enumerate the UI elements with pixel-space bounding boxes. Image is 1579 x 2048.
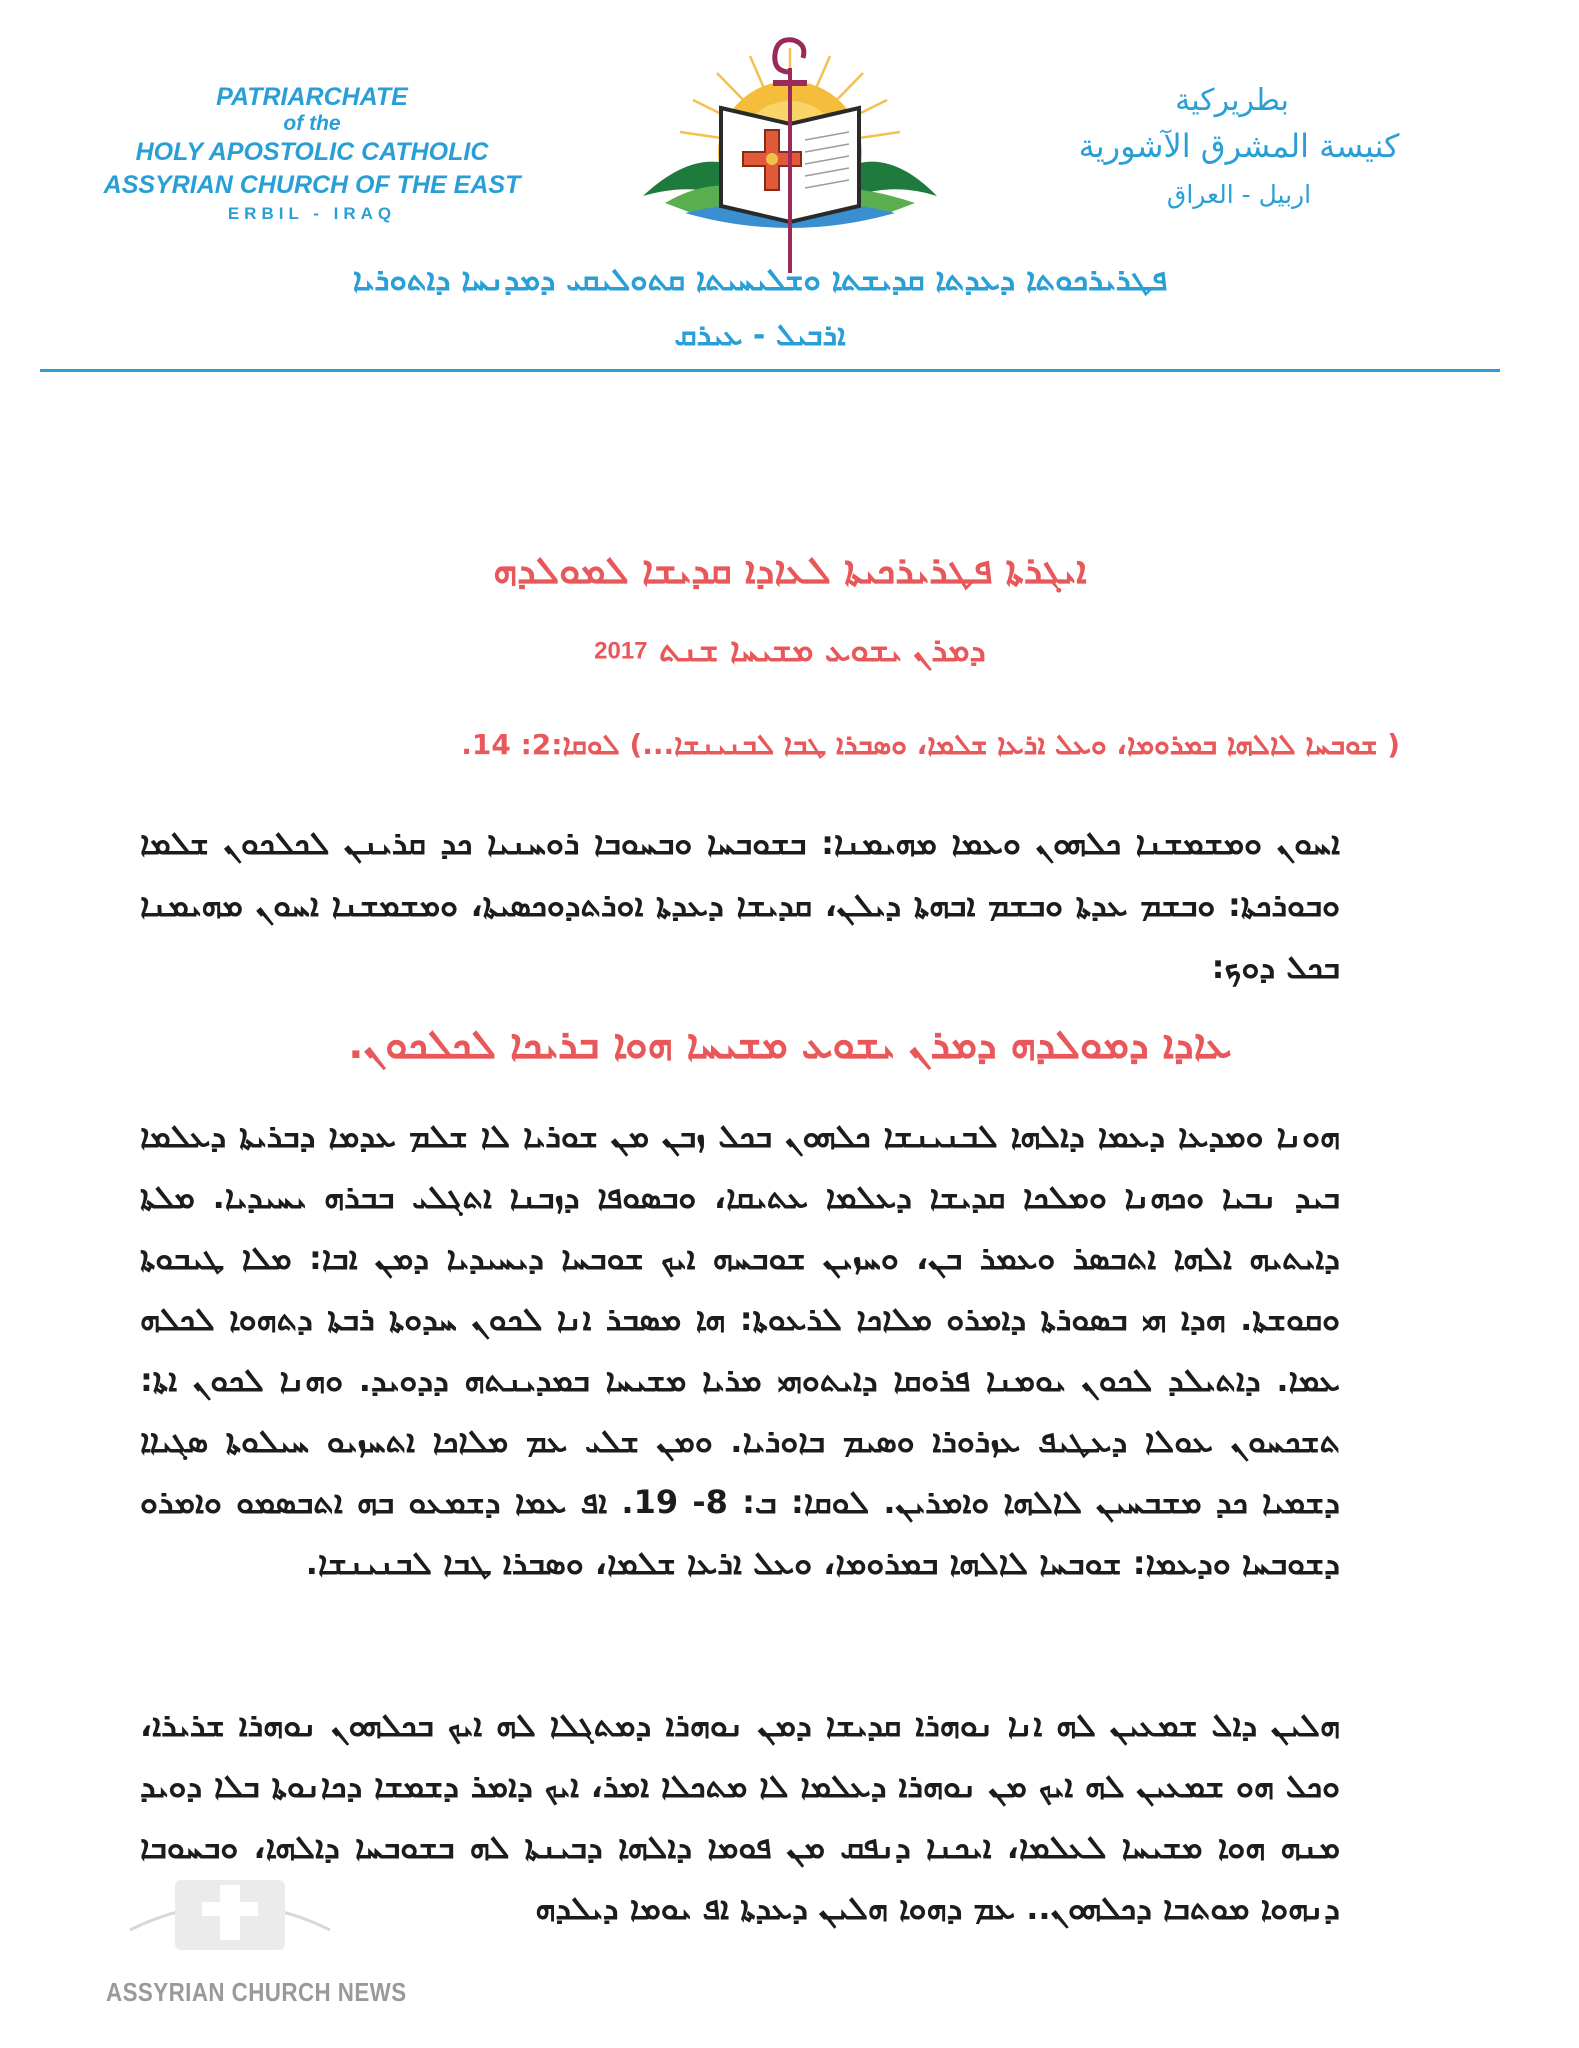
letterhead-syriac-line1: ܦܛܪܝܪܟܘܬܐ ܕܥܕܬܐ ܩܕܝܫܬܐ ܘܫܠܝܚܝܬܐ ܩܬܘܠܝܩܝ ܕܡܕܢܚܐ ܕܐܬܘܪܝܐ [352, 262, 1168, 298]
letterhead-english-line5: ERBIL - IRAQ [227, 204, 397, 223]
letterhead-arabic [1049, 80, 1429, 216]
watermark-label: ASSYRIAN CHURCH NEWS [106, 1977, 407, 2007]
letterhead-english-line2: of the [283, 112, 341, 135]
letter-title: ܐܝܓܪܬܐ ܦܛܪܝܪܟܝܬܐ ܠܥܐܕܐ ܩܕܝܫܐ ܠܡܘܠܕܗ [493, 548, 1087, 592]
paragraph-body-2: ܗܠܝܢ ܕܐܠ ܫܡܥܝܢ ܠܗ ܐܢܐ ܢܘܗܪܐ ܩܕܝܫܐ ܕܡܢ ܢܘܗܪܐ ܕܡܬܓܠܐ ܠܗ ܐܝܟ ܒܟܠܗܘܢ ܢܘܗܪܐ ܫܪܝܪܐ، ܘܟܠ ܗܘ ܫܡܥܝܢ ܠܗ ܐܝܟ ܡܢ ܢܘܗܪܐ ܕܥܠܡܐ ܠܐ ܡܬܟܠܐ ܐܡܪ، ܐܝܟ ܕܐܡܪ ܕܫܡܫܐ ܕܟܐܢܘܬܐ ܒܠܐ ܕܘܝܕ ܡܢܗ ܗܘܐ ܡܫܝܚܐ ܠܥܠܡܐ، ܐܝܟܢܐ ܕܢܦܩ ܡܢ ܦܘܡܐ ܕܐܠܗܐ ܕܒܝܢܬܐ ܠܗ ܒܫܘܒܚܐ ܕܐܠܗܐ، ܘܒܚܘܒܐ ܕܢܗܘܐ ܡܘܬܒܐ ܕܟܠܗܘܢ.. ܥܡ ܕܗܘܐ ܗܠܝܢ ܕܥܕܬܐ ܐܦ ܝܘܡܐ ܕܝܠܕܗ [140, 1706, 1340, 1927]
letter-subtitle [60, 630, 1520, 670]
letterhead-english-line4: ASSYRIAN CHURCH OF THE EAST [103, 171, 521, 199]
letterhead-english-line1: PATRIARCHATE [216, 83, 408, 111]
letter-subtitle-text: ܕܡܪܢ ܝܫܘܥ ܡܫܝܚܐ ܫܢܬ [659, 630, 986, 669]
paragraph-greeting: ܐܚܘܢ ܘܡܫܡܫܢܐ ܟܠܗܘܢ ܘܥܡܐ ܡܗܝܡܢܐ: ܒܫܘܒܚܐ ܘܒܚܘܒܐ ܪܘܚܢܝܐ ܟܕ ܩܪܝܢܢ ܠܟܠܟܘܢ ܫܠܡܐ ܘܒܘܪܟܬܐ: ܘܒܫܡ ܥܕܬܐ ܘܒܫܡ ܐܒܗܬܐ ܕܝܠܢ، ܩܕܝܫܐ ܕܥܕܬܐ ܐܘܪܬܕܘܟܣܝܬܐ، ܘܡܫܡܫܢܐ ܐܚܘܢ ܡܗܝܡܢܐ ܒܟܠ ܕܘܟ: [140, 824, 1340, 986]
letterhead-arabic-line1: بطريركية [1175, 83, 1289, 118]
patriarchate-emblem-icon [625, 28, 955, 278]
letterhead-divider [40, 369, 1500, 372]
scripture-quote: ( ܫܘܒܚܐ ܠܐܠܗܐ ܒܡܪܘܡܐ، ܘܥܠ ܐܪܥܐ ܫܠܡܐ، ܘܣܒܪܐ ܛܒܐ ܠܒܢܝܢܫܐ...) ܠܘܩܐ:2: 14. [461, 728, 1400, 761]
letter-year: 2017 [594, 637, 648, 665]
church-emblem-icon [120, 1840, 340, 1960]
letterhead-english [92, 82, 532, 226]
letterhead-syriac-line2: ܐܪܒܝܠ - ܥܝܪܩ [674, 318, 846, 353]
letterhead-english-line3: HOLY APOSTOLIC CATHOLIC [135, 138, 489, 166]
paragraph-body-1: ܗܘܢܐ ܘܡܕܥܐ ܕܥܡܐ ܕܐܠܗܐ ܠܒܢܝܢܫܐ ܟܠܗܘܢ ܒܟܠ ܙܒܢ ܡܢ ܫܘܪܝܐ ܠܐ ܫܠܡ ܥܕܡܐ ܕܒܪܝܬܐ ܕܥܠܡܐ ܒܝܕ ܢܒܝܐ ܘܟܗܢܐ ܘܡܠܟܐ ܩܕܝܫܐ ܕܥܠܡܐ ܥܬܝܩܐ، ܘܒܣܘܦܐ ܕܙܒܢܐ ܐܬܓܠܝ ܒܒܪܗ ܝܚܝܕܝܐ. ܡܠܬܐ ܕܐܝܬܝܗ ܐܠܗܐ ܐܬܒܣܪ ܘܥܡܪ ܒܢ، ܘܚܙܝܢ ܫܘܒܚܗ ܐܝܟ ܫܘܒܚܐ ܕܝܚܝܕܝܐ ܕܡܢ ܐܒܐ: ܡܠܐ ܛܝܒܘܬܐ ܘܩܘܫܬܐ. ܗܕܐ ܗܝ ܒܣܘܪܬܐ ܕܐܡܪܘ ܡܠܐܟܐ ܠܪܥܘܬܐ: ܗܐ ܡܣܒܪ ܐܢܐ ܠܟܘܢ ܚܕܘܬܐ ܪܒܬܐ ܕܬܗܘܐ ܠܟܠܗ ܥܡܐ. ܕܐܬܝܠܕ ܠܟܘܢ ܝܘܡܢܐ ܦܪܘܩܐ ܕܐܝܬܘܗܝ ܡܪܝܐ ܡܫܝܚܐ ܒܡܕܝܢܬܗ ܕܕܘܝܕ. ܘܗܢܐ ܠܟܘܢ ܐܬܐ: ܬܫܟܚܘܢ ܥܘܠܐ ܕܥܛܝܦ ܥܙܪܘܪܐ ܘܣܝܡ ܒܐܘܪܝܐ. ܘܡܢ ܫܠܝ ܥܡ ܡܠܐܟܐ ܐܬܚܙܝܘ ܚܝܠܘܬܐ ܣܓܝܐܐ ܕܫܡܝܐ ܟܕ ܡܫܒܚܝܢ ܠܐܠܗܐ ܘܐܡܪܝܢ. ܠܘܩܐ: ܒ: 8- 19. ܐܦ ܥܡܐ ܕܫܡܥܘ ܒܗ ܐܬܒܣܡܘ ܘܐܡܪܘ ܕܫܘܒܚܐ ܘܕܥܡܐ: ܫܘܒܚܐ ܠܐܠܗܐ ܒܡܪܘܡܐ، ܘܥܠ ܐܪܥܐ ܫܠܡܐ، ܘܣܒܪܐ ܛܒܐ ܠܒܢܝܢܫܐ. [140, 1117, 1340, 1582]
letterhead-arabic-line3: اربيل - العراق [1166, 180, 1312, 209]
letterhead-arabic-line2: كنيسة المشرق الآشورية [1078, 127, 1400, 165]
feast-heading: ܥܐܕܐ ܕܡܘܠܕܗ ܕܡܪܢ ܝܫܘܥ ܡܫܝܚܐ ܗܘܐ ܒܪܝܟܐ ܠܟܠܟܘܢ. [348, 1022, 1232, 1068]
